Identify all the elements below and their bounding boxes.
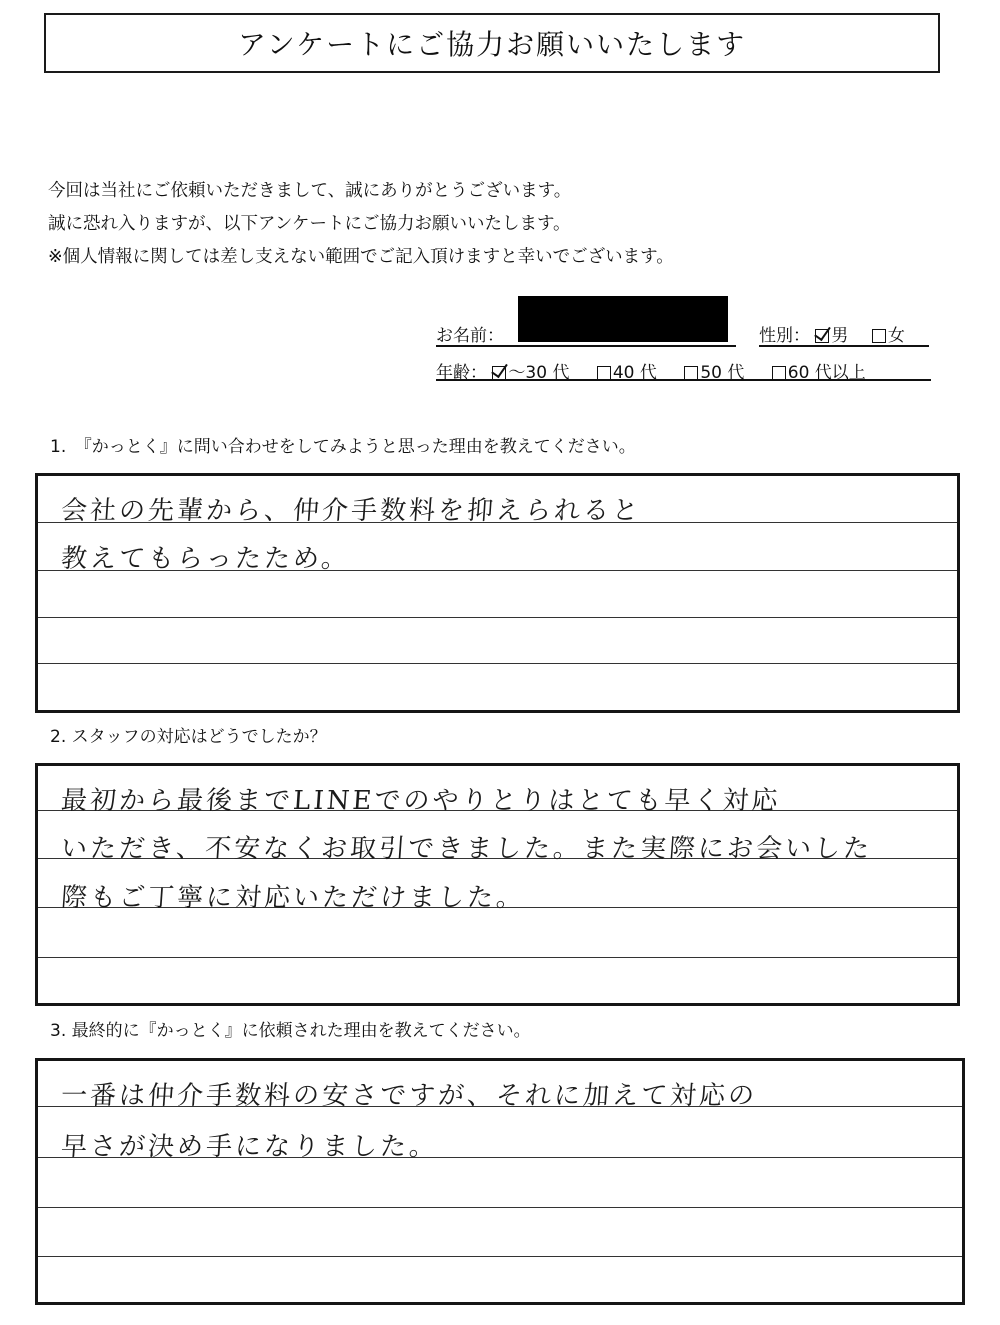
checkbox-icon[interactable] — [597, 366, 611, 380]
redacted-name — [518, 296, 728, 342]
ruled-line — [38, 1256, 962, 1257]
age-option-label: ～30 代 — [508, 363, 570, 383]
age-option-label: 60 代以上 — [787, 363, 866, 383]
ruled-line — [38, 617, 957, 618]
gender-option-male[interactable] — [815, 321, 848, 346]
gender-label: 性別： — [759, 326, 810, 346]
gender-option-label: 女 — [887, 326, 905, 346]
checkbox-checked-icon[interactable] — [492, 366, 506, 380]
question-3-label: 3. 最終的に『かっとく』に依頼された理由を教えてください。 — [50, 1021, 531, 1041]
question-2-label: 2. スタッフの対応はどうでしたか？ — [50, 727, 327, 747]
question-1-label: 1. 『かっとく』に問い合わせをしてみようと思った理由を教えてください。 — [50, 437, 636, 457]
handwritten-answer-line: いただき、不安なくお取引できました。また実際にお会いした — [60, 834, 874, 864]
answer-box-1[interactable] — [35, 473, 960, 713]
ruled-line — [38, 663, 957, 664]
handwritten-answer-line: 会社の先輩から、仲介手数料を抑えられると — [60, 496, 643, 526]
intro-line: 誠に恐れ入りますが、以下アンケートにご協力お願いいたします。 — [48, 214, 571, 234]
gender-field — [759, 321, 905, 346]
ruled-line — [38, 957, 957, 958]
handwritten-answer-line: 最初から最後までLINEでのやりとりはとても早く対応 — [60, 786, 782, 816]
ruled-line — [38, 1207, 962, 1208]
answer-box-3[interactable] — [35, 1058, 965, 1305]
checkbox-checked-icon[interactable] — [815, 329, 829, 343]
handwritten-answer-line: 一番は仲介手数料の安さですが、それに加えて対応の — [60, 1081, 759, 1111]
page-title: アンケートにご協力お願いいたします — [237, 28, 747, 61]
age-underline — [436, 379, 931, 381]
handwritten-answer-line: 際もご丁寧に対応いただけました。 — [60, 883, 527, 913]
page-title-box — [44, 13, 940, 73]
answer-box-2[interactable] — [35, 763, 960, 1006]
age-option-label: 50 代 — [700, 363, 745, 383]
age-label: 年齢： — [436, 363, 487, 383]
gender-option-female[interactable] — [872, 321, 905, 346]
gender-underline — [759, 345, 929, 347]
handwritten-answer-line: 教えてもらったため。 — [60, 544, 352, 574]
name-underline — [436, 345, 736, 347]
checkbox-icon[interactable] — [772, 366, 786, 380]
intro-text — [48, 175, 948, 274]
age-option-label: 40 代 — [612, 363, 657, 383]
checkbox-icon[interactable] — [872, 329, 886, 343]
intro-line: 今回は当社にご依頼いただきまして、誠にありがとうございます。 — [48, 181, 572, 201]
checkbox-icon[interactable] — [684, 366, 698, 380]
intro-line: ※個人情報に関しては差し支えない範囲でご記入頂けますと幸いでございます。 — [48, 247, 674, 267]
handwritten-answer-line: 早さが決め手になりました。 — [60, 1132, 440, 1162]
gender-option-label: 男 — [831, 326, 849, 346]
name-label: お名前： — [436, 326, 504, 346]
